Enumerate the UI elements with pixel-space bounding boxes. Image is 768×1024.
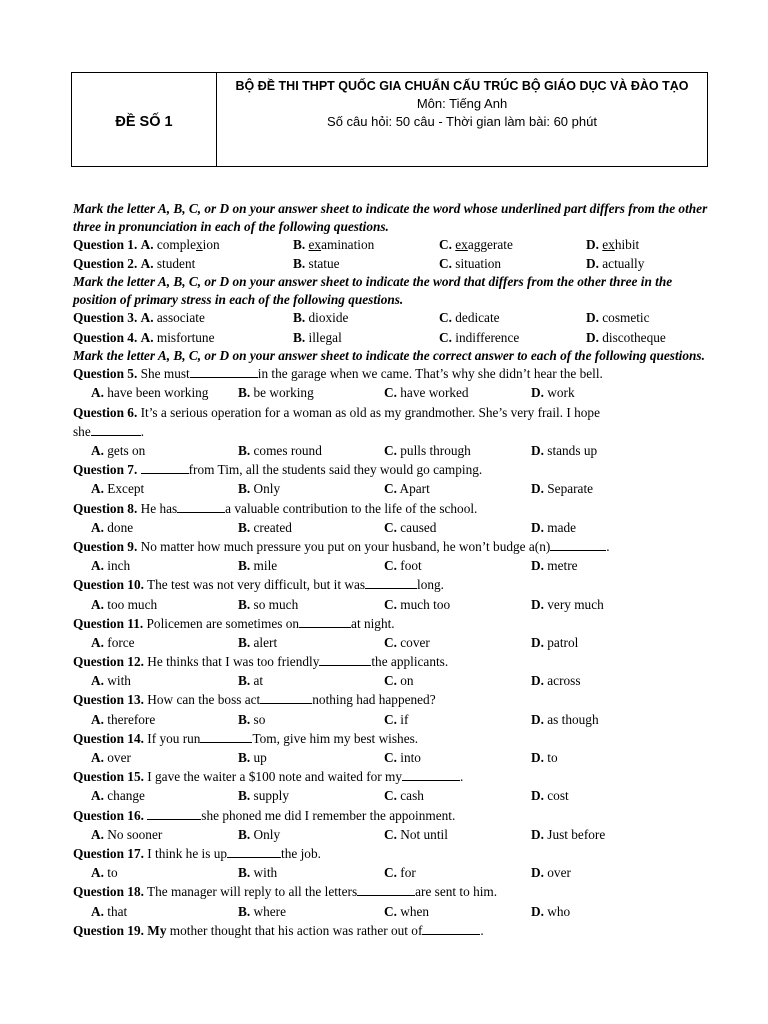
- option-b[interactable]: B. so much: [238, 596, 299, 612]
- option-a[interactable]: A. have been working: [91, 385, 209, 401]
- option-c[interactable]: C. if: [384, 711, 409, 727]
- question-options: [73, 441, 713, 460]
- option-c[interactable]: C. Not until: [384, 826, 448, 842]
- question-5: [73, 364, 713, 402]
- question-stem-continued: she .: [73, 423, 145, 439]
- option-c[interactable]: C. on: [384, 673, 414, 689]
- option-b[interactable]: B. created: [238, 519, 292, 535]
- option-b[interactable]: B. be working: [238, 385, 314, 401]
- question-17: [73, 844, 713, 882]
- option-a[interactable]: A. inch: [91, 558, 131, 574]
- option-b[interactable]: B. at: [238, 673, 264, 689]
- instruction-correct-answer: Mark the letter A, B, C, or D on your answer sheet to indicate the correct answer to each of the following questions.: [73, 347, 705, 363]
- option-d[interactable]: D. over: [531, 865, 571, 881]
- exam-subject: Môn: Tiếng Anh: [416, 96, 508, 111]
- option-c[interactable]: C. when: [384, 903, 430, 919]
- answer-blank: [91, 424, 141, 436]
- question-18: [73, 882, 713, 920]
- question-4: Question 4. A. misfortune B. illegal C. indifference D. discotheque: [73, 329, 666, 345]
- question-options: [73, 748, 713, 767]
- option-c[interactable]: C. have worked: [384, 385, 469, 401]
- question-stem: Question 7. from Tim, all the students said they would go camping.: [73, 462, 483, 478]
- option-c[interactable]: C. caused: [384, 519, 437, 535]
- option-b[interactable]: B. supply: [238, 788, 289, 804]
- answer-blank: [227, 846, 281, 858]
- question-stem: Question 9. No matter how much pressure you put on your husband, he won’t budge a(n) .: [73, 538, 610, 554]
- option-d[interactable]: D. very much: [531, 596, 604, 612]
- question-options: [73, 595, 713, 614]
- option-c[interactable]: C. into: [384, 750, 421, 765]
- option-a[interactable]: A. Except: [91, 481, 145, 497]
- instruction-stress: Mark the letter A, B, C, or D on your answer sheet to indicate the word that differs from the other three in the position of primary stress in each of the following questions.: [73, 274, 673, 307]
- answer-blank: [319, 654, 371, 666]
- exam-title: BỘ ĐỀ THI THPT QUỐC GIA CHUẨN CẤU TRÚC BỘ GIÁO DỤC VÀ ĐÀO TẠO: [235, 79, 689, 93]
- option-d[interactable]: D. as though: [531, 711, 599, 727]
- question-11: [73, 614, 713, 652]
- exam-meta: Số câu hỏi: 50 câu - Thời gian làm bài: 60 phút: [327, 114, 597, 129]
- question-options: [73, 671, 713, 690]
- option-b[interactable]: B. so: [238, 711, 266, 727]
- question-label: Question 1.: [73, 237, 138, 252]
- question-options: [73, 633, 713, 652]
- question-8: [73, 499, 713, 537]
- question-stem: Question 15. I gave the waiter a $100 note and waited for my .: [73, 769, 464, 785]
- question-13: [73, 690, 713, 728]
- option-a[interactable]: A. too much: [91, 596, 158, 612]
- option-c[interactable]: C. cash: [384, 788, 424, 804]
- instruction-pronunciation: Mark the letter A, B, C, or D on your answer sheet to indicate the word whose underlined part differs from the other three in pronunciation in each of the following questions.: [73, 201, 708, 234]
- option-d[interactable]: D. metre: [531, 558, 578, 574]
- option-d[interactable]: D. patrol: [531, 634, 579, 650]
- option-a[interactable]: A. gets on: [91, 443, 146, 458]
- question-stem: Question 5. She must in the garage when we came. That’s why she didn’t hear the bell.: [73, 366, 603, 382]
- option-c[interactable]: C. much too: [384, 596, 451, 612]
- question-15: [73, 767, 713, 805]
- exam-number: ĐỀ SỐ 1: [72, 73, 217, 166]
- option-d[interactable]: D. stands up: [531, 443, 598, 458]
- question-options: [73, 479, 713, 498]
- option-a[interactable]: A. force: [91, 634, 135, 650]
- exam-info: [217, 73, 707, 166]
- question-7: [73, 460, 713, 498]
- question-stem: Question 8. He has a valuable contribution to the life of the school.: [73, 500, 478, 516]
- question-10: [73, 575, 713, 613]
- option-d[interactable]: D. who: [531, 903, 571, 919]
- option-c[interactable]: C. Apart: [384, 481, 430, 497]
- option-c[interactable]: C. pulls through: [384, 443, 471, 458]
- option-c[interactable]: C. for: [384, 865, 416, 881]
- question-stem: Question 17. I think he is up the job.: [73, 845, 321, 861]
- option-c[interactable]: C. cover: [384, 634, 430, 650]
- answer-blank: [402, 769, 460, 781]
- question-2: Question 2. A. student B. statue C. situation D. actually: [73, 256, 645, 272]
- option-c[interactable]: C. foot: [384, 558, 422, 574]
- question-list: [73, 364, 713, 920]
- option-d[interactable]: D. Separate: [531, 481, 594, 497]
- option-a[interactable]: A. that: [91, 903, 128, 919]
- answer-blank: [357, 884, 415, 896]
- question-stem: Question 10. The test was not very difficult, but it was long.: [73, 577, 445, 593]
- exam-content: [73, 200, 713, 940]
- option-d[interactable]: D. made: [531, 519, 577, 535]
- question-stem: Question 18. The manager will reply to all the letters are sent to him.: [73, 884, 498, 900]
- question-19: Question 19. My mother thought that his action was rather out of .: [73, 922, 484, 938]
- option-b[interactable]: B. comes round: [238, 443, 322, 458]
- answer-blank: [147, 808, 201, 820]
- option-a[interactable]: A. therefore: [91, 711, 156, 727]
- question-stem: Question 12. He thinks that I was too friendly the applicants.: [73, 654, 449, 670]
- option-a[interactable]: A. No sooner: [91, 826, 163, 842]
- question-9: [73, 537, 713, 575]
- question-14: [73, 729, 713, 767]
- option-d[interactable]: D. across: [531, 673, 581, 689]
- option-a[interactable]: A. done: [91, 519, 134, 535]
- option-b[interactable]: B. up: [238, 750, 267, 765]
- option-b[interactable]: B. where: [238, 903, 287, 919]
- question-3: Question 3. A. associate B. dioxide C. dedicate D. cosmetic: [73, 310, 650, 326]
- answer-blank: [200, 731, 252, 743]
- question-options: [73, 710, 713, 729]
- question-stem: Question 16. she phoned me did I remember the appoinment.: [73, 807, 456, 823]
- answer-blank: [141, 462, 189, 474]
- answer-blank: [190, 366, 258, 378]
- question-stem: Question 6. It’s a serious operation for a woman as old as my grandmother. She’s very frail. I hope: [73, 404, 600, 420]
- option-b[interactable]: B. alert: [238, 634, 278, 650]
- question-1: Question 1. A. complexion B. examination C. exaggerate D. exhibit: [73, 237, 640, 252]
- answer-blank: [299, 616, 351, 628]
- question-stem: Question 13. How can the boss act nothing had happened?: [73, 692, 436, 708]
- answer-blank: [365, 577, 417, 589]
- answer-blank: [550, 539, 606, 551]
- question-options: [73, 863, 713, 882]
- option-b[interactable]: B. mile: [238, 558, 278, 574]
- question-options: [73, 383, 713, 402]
- option-a[interactable]: A. with: [91, 673, 131, 689]
- question-options: [73, 902, 713, 921]
- question-options: [73, 786, 713, 805]
- question-options: [73, 556, 713, 575]
- option-d[interactable]: D. cost: [531, 788, 569, 804]
- question-6: [73, 403, 713, 461]
- header-box: [71, 72, 708, 167]
- option-d[interactable]: D. Just before: [531, 826, 606, 842]
- question-stem: Question 14. If you run Tom, give him my best wishes.: [73, 730, 419, 746]
- option-d[interactable]: D. work: [531, 385, 575, 401]
- option-b[interactable]: B. Only: [238, 826, 281, 842]
- question-options: [73, 518, 713, 537]
- answer-blank: [177, 501, 225, 513]
- option-d[interactable]: D. to: [531, 750, 558, 765]
- question-16: [73, 806, 713, 844]
- option-b[interactable]: B. Only: [238, 481, 281, 497]
- option-b[interactable]: B. with: [238, 865, 278, 881]
- option-a[interactable]: A. change: [91, 788, 145, 804]
- question-stem: Question 11. Policemen are sometimes on at night.: [73, 615, 395, 631]
- question-options: [73, 825, 713, 844]
- option-a[interactable]: A. to: [91, 865, 118, 881]
- question-12: [73, 652, 713, 690]
- option-a[interactable]: A. over: [91, 750, 131, 765]
- answer-blank: [260, 692, 312, 704]
